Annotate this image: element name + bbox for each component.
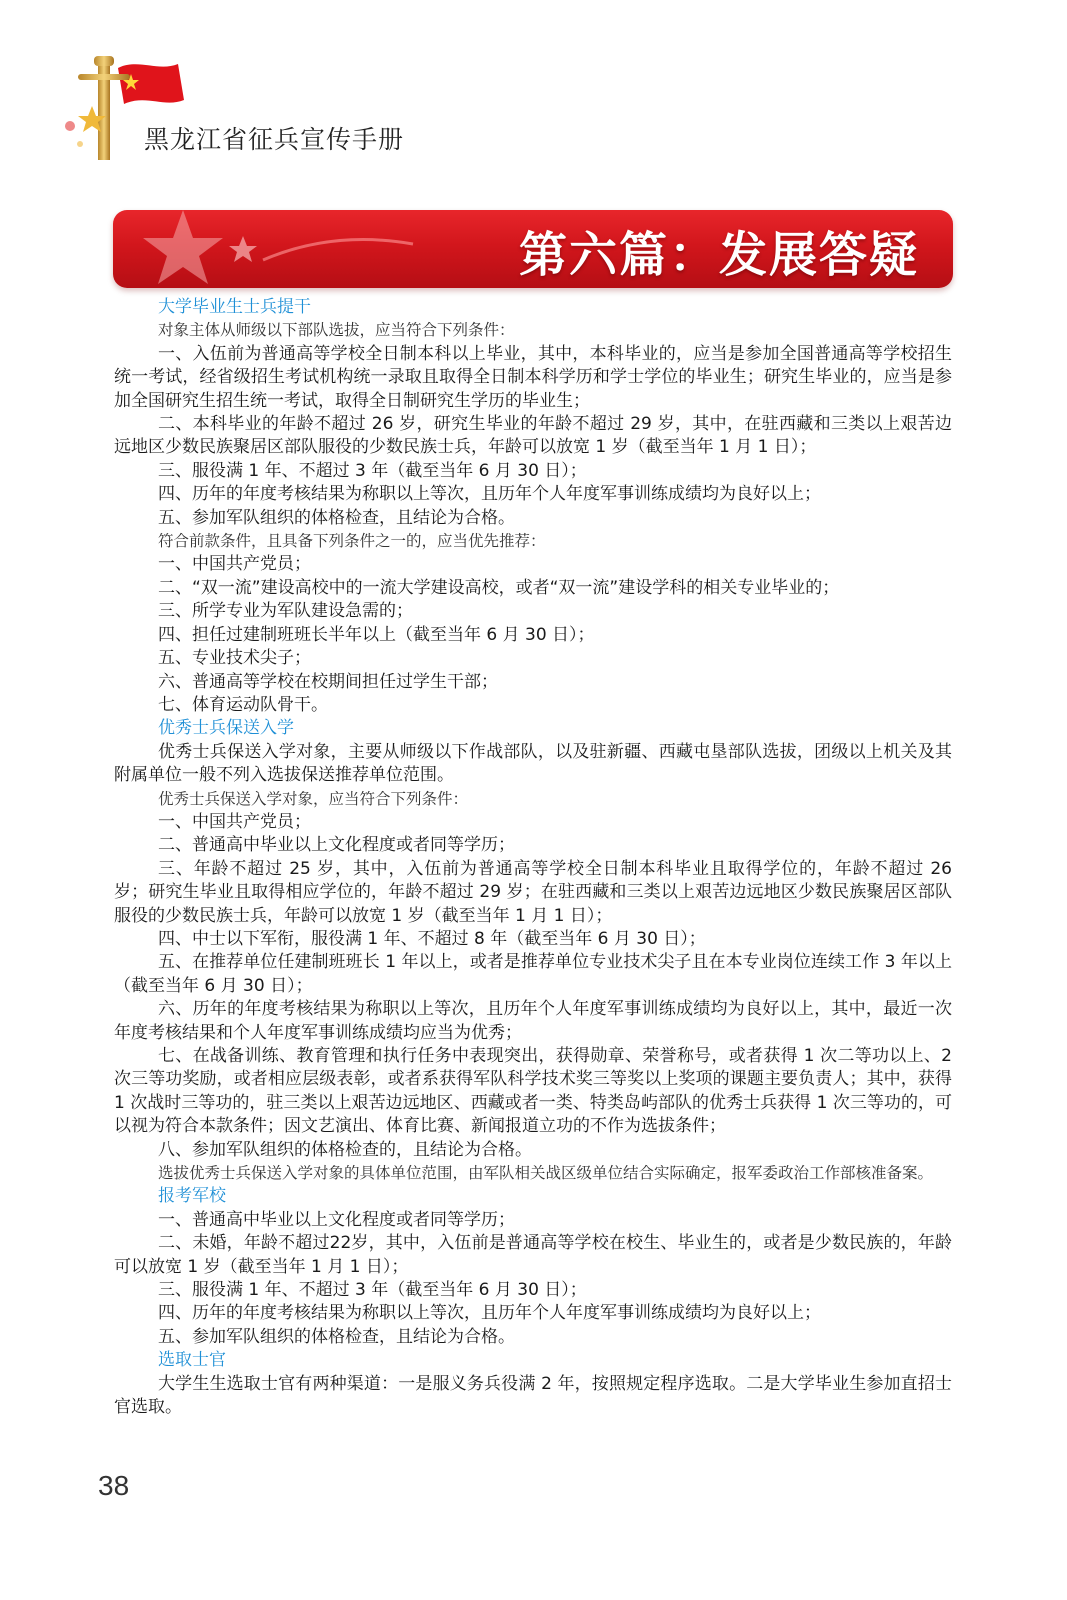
article-body	[114, 296, 952, 1420]
body-paragraph: 五、专业技术尖子；	[158, 648, 311, 669]
body-paragraph: 二、本科毕业的年龄不超过 26 岁，研究生毕业的年龄不超过 29 岁，其中，在驻西藏和三类以上艰苦边远地区少数民族聚居区部队服役的少数民族士兵，年龄可以放宽 1 岁（截至当年 1 月 1 日）；	[114, 414, 952, 458]
body-paragraph: 一、普通高中毕业以上文化程度或者同等学历；	[158, 1209, 515, 1230]
section-heading: 报考军校	[158, 1186, 226, 1207]
body-note: 选拔优秀士兵保送入学对象的具体单位范围，由军队相关战区级单位结合实际确定，报军委政治工作部核准备案。	[158, 1164, 934, 1183]
body-paragraph: 大学生生选取士官有两种渠道：一是服义务兵役满 2 年，按照规定程序选取。二是大学毕业生参加直招士官选取。	[114, 1373, 952, 1418]
page-number: 38	[98, 1470, 130, 1501]
body-note: 对象主体从师级以下部队选拔，应当符合下列条件：	[158, 321, 515, 340]
body-paragraph: 七、体育运动队骨干。	[158, 694, 328, 715]
book-title: 黑龙江省征兵宣传手册	[144, 125, 405, 154]
body-paragraph: 一、中国共产党员；	[158, 811, 311, 832]
body-paragraph: 八、参加军队组织的体格检查的，且结论为合格。	[158, 1139, 532, 1160]
body-paragraph: 七、在战备训练、教育管理和执行任务中表现突出，获得勋章、荣誉称号，或者获得 1 次二等功以上、2 次三等功奖励，或者相应层级表彰，或者系获得军队科学技术奖三等奖以上奖项的课题主要负责人；其中，获得 1 次战时三等功的，驻三类以上艰苦边远地区、西藏或者一类、特类岛屿部队的优秀士兵获得 1 次三等功的，可以视为符合本款条件；因文艺演出、体育比赛、新闻报道立功的不作为选拔条件；	[114, 1046, 952, 1137]
body-paragraph: 五、在推荐单位任建制班班长 1 年以上，或者是推荐单位专业技术尖子且在本专业岗位连续工作 3 年以上（截至当年 6 月 30 日）；	[114, 952, 952, 996]
section-heading: 选取士官	[158, 1350, 226, 1371]
body-paragraph: 四、历年的年度考核结果为称职以上等次，且历年个人年度军事训练成绩均为良好以上；	[158, 1303, 821, 1324]
body-paragraph: 六、历年的年度考核结果为称职以上等次，且历年个人年度军事训练成绩均为良好以上，其中，最近一次年度考核结果和个人年度军事训练成绩均应当为优秀；	[114, 999, 952, 1043]
body-paragraph: 二、“双一流”建设高校中的一流大学建设高校，或者“双一流”建设学科的相关专业毕业的；	[158, 577, 840, 598]
body-note: 优秀士兵保送入学对象，应当符合下列条件：	[158, 789, 469, 808]
body-paragraph: 一、入伍前为普通高等学校全日制本科以上毕业，其中，本科毕业的，应当是参加全国普通高等学校招生统一考试，经省级招生考试机构统一录取且取得全日制本科学历和学士学位的毕业生；研究生毕业的，应当是参加全国研究生招生统一考试，取得全日制研究生学历的毕业生；	[114, 343, 952, 411]
body-paragraph: 三、年龄不超过 25 岁，其中，入伍前为普通高等学校全日制本科毕业且取得学位的，年龄不超过 26 岁；研究生毕业且取得相应学位的，年龄不超过 29 岁；在驻西藏和三类以上艰苦边远地区少数民族聚居区部队服役的少数民族士兵，年龄可以放宽 1 岁（截至当年 1 月 1 日）；	[114, 858, 952, 926]
body-paragraph: 二、未婚，年龄不超过22岁，其中，入伍前是普通高等学校在校生、毕业生的，或者是少数民族的，年龄可以放宽 1 岁（截至当年 1 月 1 日）；	[114, 1233, 952, 1277]
chapter-banner	[113, 210, 953, 288]
body-paragraph: 五、参加军队组织的体格检查，且结论为合格。	[158, 1326, 515, 1347]
chapter-title: 第六篇：发展答疑	[518, 227, 919, 283]
body-paragraph: 三、服役满 1 年、不超过 3 年（截至当年 6 月 30 日）；	[158, 1280, 587, 1301]
body-paragraph: 一、中国共产党员；	[158, 554, 311, 575]
star-bayi-decoration-icon	[113, 210, 473, 288]
section-heading: 优秀士兵保送入学	[158, 718, 294, 739]
body-paragraph: 三、所学专业为军队建设急需的；	[158, 601, 413, 622]
body-paragraph: 优秀士兵保送入学对象，主要从师级以下作战部队，以及驻新疆、西藏屯垦部队选拔，团级以上机关及其附属单位一般不列入选拔保送推荐单位范围。	[114, 741, 952, 786]
body-note: 符合前款条件，且具备下列条件之一的，应当优先推荐：	[158, 532, 546, 551]
body-paragraph: 三、服役满 1 年、不超过 3 年（截至当年 6 月 30 日）；	[158, 460, 587, 481]
body-paragraph: 五、参加军队组织的体格检查，且结论为合格。	[158, 507, 515, 528]
body-paragraph: 六、普通高等学校在校期间担任过学生干部；	[158, 671, 498, 692]
section-heading: 大学毕业生士兵提干	[158, 297, 311, 317]
body-paragraph: 四、历年的年度考核结果为称职以上等次，且历年个人年度军事训练成绩均为良好以上；	[158, 484, 821, 505]
body-paragraph: 二、普通高中毕业以上文化程度或者同等学历；	[158, 835, 515, 856]
body-paragraph: 四、中士以下军衔，服役满 1 年、不超过 8 年（截至当年 6 月 30 日）；	[158, 928, 706, 949]
body-paragraph: 四、担任过建制班班长半年以上（截至当年 6 月 30 日）；	[158, 624, 595, 645]
